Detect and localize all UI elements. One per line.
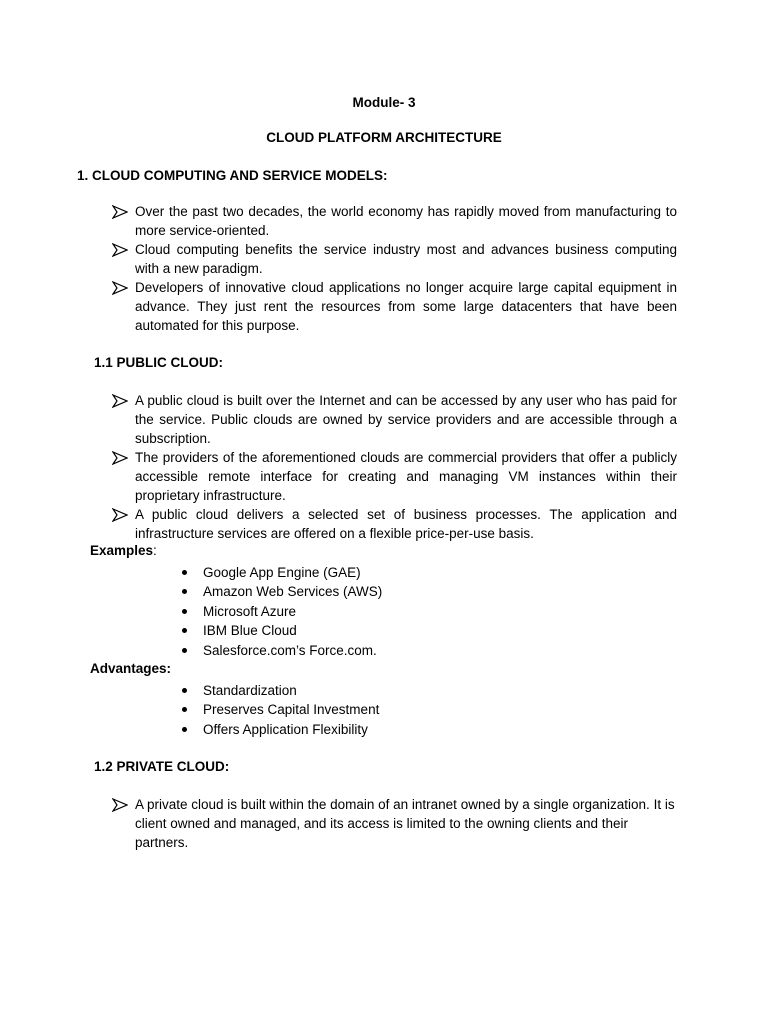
subsection-heading: 1.1 PUBLIC CLOUD:: [94, 355, 224, 370]
examples-label: Examples: [90, 543, 154, 558]
bullet-dot-icon: [182, 707, 187, 712]
list-item: Over the past two decades, the world economy has rapidly moved from manufacturing to more service-oriented.: [135, 204, 677, 238]
list-item: A public cloud is built over the Internet and can be accessed by any user who has paid for the service. Public clouds are owned by service providers and are accessible through a subscription.: [135, 393, 677, 446]
bullet-dot-icon: [182, 727, 187, 732]
list-item: Salesforce.com’s Force.com.: [203, 643, 377, 658]
examples-colon: :: [153, 543, 157, 558]
arrow-bullet-icon: [112, 205, 128, 219]
list-item: The providers of the aforementioned clouds are commercial providers that offer a publicly accessible remote interface for creating and managing VM instances within their proprietary infrastructure.: [135, 450, 677, 503]
list-item: Offers Application Flexibility: [203, 722, 368, 737]
list-item: Preserves Capital Investment: [203, 702, 380, 717]
section-heading: 1. CLOUD COMPUTING AND SERVICE MODELS:: [77, 168, 388, 183]
bullet-dot-icon: [182, 570, 187, 575]
arrow-bullet-icon: [112, 394, 128, 408]
bullet-dot-icon: [182, 609, 187, 614]
bullet-dot-icon: [182, 688, 187, 693]
list-item: A private cloud is built within the domain of an intranet owned by a single organization. It is client owned and managed, and its access is limited to the owning clients and their partners.: [135, 797, 675, 850]
bullet-dot-icon: [182, 589, 187, 594]
list-item: Microsoft Azure: [203, 604, 297, 619]
list-item: Standardization: [203, 683, 297, 698]
list-item: IBM Blue Cloud: [203, 623, 297, 638]
list-item: Developers of innovative cloud applications no longer acquire large capital equipment in advance. They just rent the resources from some large datacenters that have been automated for this purpose.: [135, 280, 677, 333]
arrow-bullet-icon: [112, 451, 128, 465]
list-item: Google App Engine (GAE): [203, 565, 361, 580]
bullet-dot-icon: [182, 628, 187, 633]
list-item: Amazon Web Services (AWS): [203, 584, 383, 599]
list-item: A public cloud delivers a selected set of business processes. The application and infrastructure services are offered on a flexible price-per-use basis.: [135, 507, 677, 541]
advantages-label: Advantages:: [90, 661, 172, 676]
list-item: Cloud computing benefits the service industry most and advances business computing with a new paradigm.: [135, 242, 677, 276]
arrow-bullet-icon: [112, 798, 128, 812]
examples-label-line: [90, 543, 157, 558]
module-title: Module- 3: [352, 95, 416, 110]
bullet-dot-icon: [182, 648, 187, 653]
subsection-heading: 1.2 PRIVATE CLOUD:: [94, 759, 230, 774]
arrow-bullet-icon: [112, 243, 128, 257]
arrow-bullet-icon: [112, 281, 128, 295]
arrow-bullet-icon: [112, 508, 128, 522]
page-title: CLOUD PLATFORM ARCHITECTURE: [266, 130, 502, 145]
